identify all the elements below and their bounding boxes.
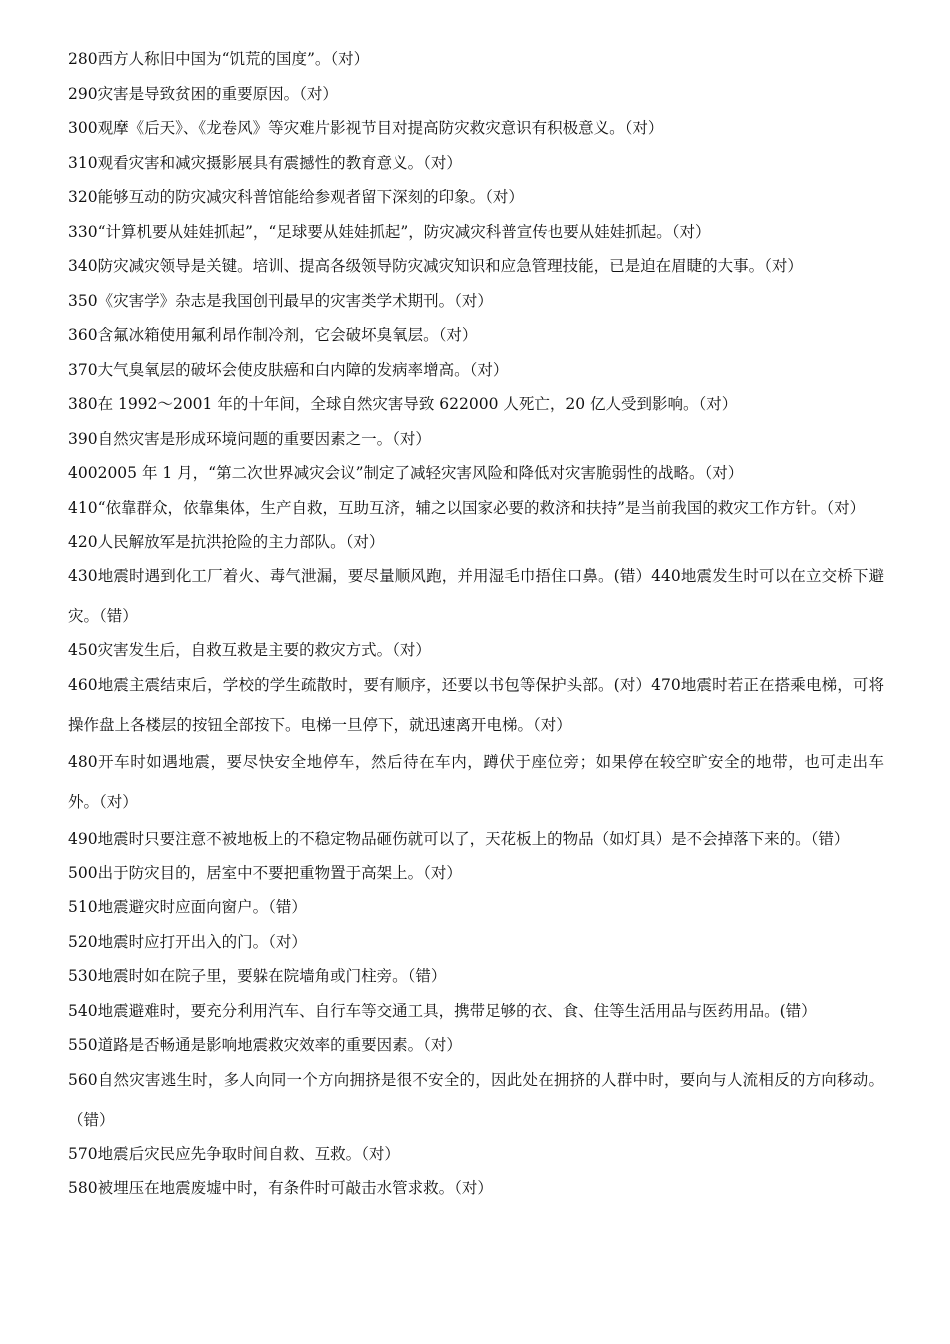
list-item: 410“依靠群众，依靠集体，生产自救，互助互济，辅之以国家必要的救济和扶持”是当前我国的救灾工作方针。（对） [68, 498, 866, 517]
list-item: 460地震主震结束后，学校的学生疏散时，要有顺序，还要以书包等保护头部。(对）470地震时若正在搭乘电梯，可将操作盘上各楼层的按钮全部按下。电梯一旦停下，就迅速离开电梯。（对） [68, 675, 884, 734]
list-item: 450灾害发生后，自救互救是主要的救灾方式。（对） [68, 641, 431, 659]
list-item: 390自然灾害是形成环境问题的重要因素之一。（对） [68, 429, 431, 448]
list-item: 300观摩《后天》、《龙卷风》等灾难片影视节目对提高防灾救灾意识有积极意义。（对） [68, 119, 664, 137]
list-item: 520地震时应打开出入的门。（对） [68, 932, 307, 951]
list-item: 340防灾减灾领导是关键。培训、提高各级领导防灾减灾知识和应急管理技能，已是迫在眉睫的大事。（对） [68, 257, 803, 275]
list-item: 320能够互动的防灾减灾科普馆能给参观者留下深刻的印象。（对） [68, 188, 524, 206]
list-item: 570地震后灾民应先争取时间自救、互救。（对） [68, 1144, 400, 1163]
list-item: 370大气臭氧层的破坏会使皮肤癌和白内障的发病率增高。（对） [68, 360, 509, 379]
list-item: 350《灾害学》杂志是我国创刊最早的灾害类学术期刊。（对） [68, 291, 493, 310]
list-item: 540地震避难时，要充分利用汽车、自行车等交通工具，携带足够的衣、食、住等生活用品与医药用品。(错） [68, 1001, 817, 1020]
list-item: 580被埋压在地震废墟中时，有条件时可敲击水管求救。（对） [68, 1179, 493, 1197]
list-item: 500出于防灾目的，居室中不要把重物置于高架上。（对） [68, 863, 462, 882]
list-item: 360含氟冰箱使用氟利昂作制冷剂，它会破坏臭氧层。（对） [68, 326, 478, 344]
list-item: 490地震时只要注意不被地板上的不稳定物品砸伤就可以了，天花板上的物品（如灯具）是不会掉落下来的。（错） [68, 829, 850, 848]
list-item: 430地震时遇到化工厂着火、毒气泄漏，要尽量顺风跑，并用湿毛巾捂住口鼻。(错）440地震发生时可以在立交桥下避灾。（错） [68, 567, 884, 625]
list-item: 280西方人称旧中国为“饥荒的国度”。（对） [68, 50, 370, 68]
list-item: 290灾害是导致贫困的重要原因。（对） [68, 84, 338, 103]
list-item: 4002005 年 1 月，“第二次世界减灾会议”制定了减轻灾害风险和降低对灾害脆弱性的战略。（对） [68, 464, 744, 482]
list-item: 550道路是否畅通是影响地震救灾效率的重要因素。（对） [68, 1036, 462, 1054]
list-item: 330“计算机要从娃娃抓起”，“足球要从娃娃抓起”，防灾减灾科普宣传也要从娃娃抓起。（对） [68, 222, 711, 241]
list-item: 420人民解放军是抗洪抢险的主力部队。（对） [68, 532, 385, 551]
list-item: 480开车时如遇地震，要尽快安全地停车，然后待在车内，蹲伏于座位旁；如果停在较空旷安全的地带，也可走出车外。（对） [68, 752, 884, 811]
document-body [68, 42, 884, 1206]
list-item: 560自然灾害逃生时，多人向同一个方向拥挤是很不安全的，因此处在拥挤的人群中时，要向与人流相反的方向移动。（错） [68, 1070, 884, 1129]
list-item: 530地震时如在院子里，要躲在院墙角或门柱旁。（错） [68, 967, 447, 985]
list-item: 380在 1992～2001 年的十年间，全球自然灾害导致 622000 人死亡，20 亿人受到影响。（对） [68, 395, 738, 413]
list-item: 310观看灾害和减灾摄影展具有震撼性的教育意义。（对） [68, 153, 462, 172]
list-item: 510地震避灾时应面向窗户。（错） [68, 898, 307, 916]
